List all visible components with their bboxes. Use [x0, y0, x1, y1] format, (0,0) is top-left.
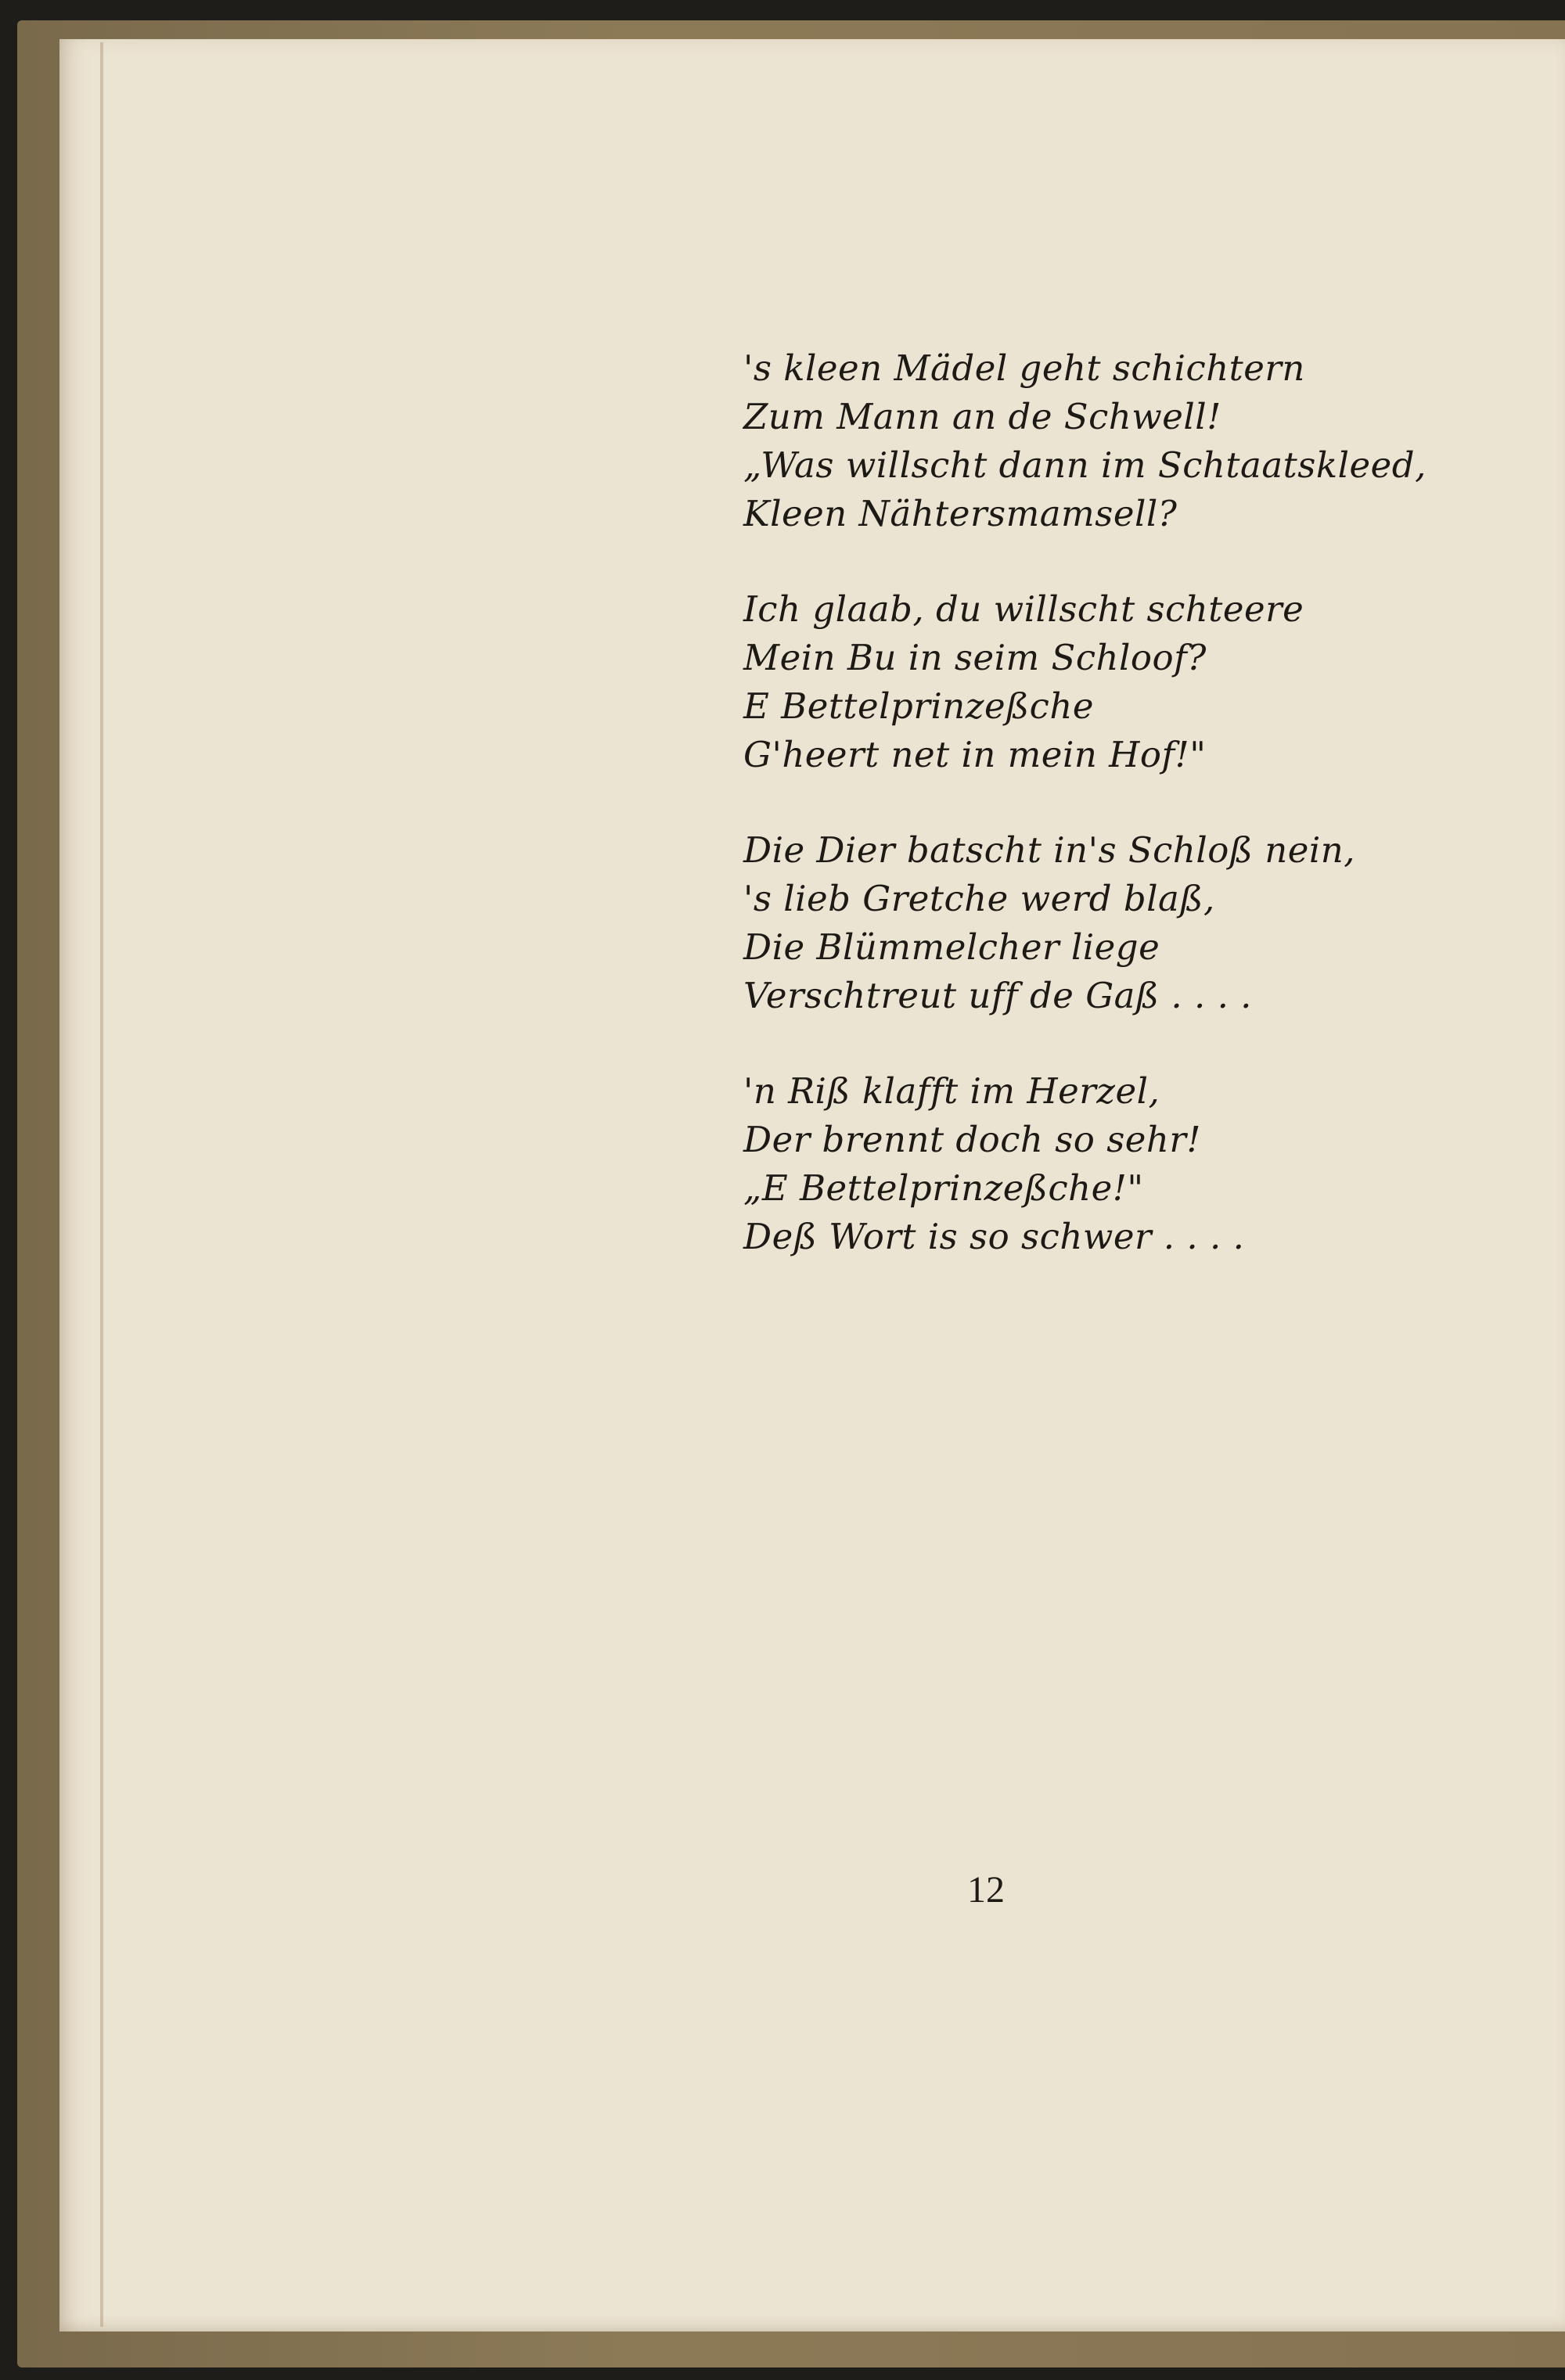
verse-line: „E Bettelprinzeßche!"	[743, 1167, 1144, 1209]
stanza-4	[743, 1067, 1385, 1261]
verse-line: Kleen Nähtersmamsell?	[743, 493, 1178, 534]
verse-line: E Bettelprinzeßche	[743, 685, 1094, 727]
verse-line: Ich glaab, du willscht schteere	[743, 588, 1304, 630]
verse-line: Der brennt doch so sehr!	[743, 1119, 1202, 1160]
verse-line: Die Blümmelcher liege	[743, 926, 1160, 968]
verse-line: Verschtreut uff de Gaß . . . .	[743, 975, 1252, 1016]
stanza-2	[743, 585, 1385, 779]
verse-line: 's kleen Mädel geht schichtern	[743, 347, 1305, 389]
poem	[743, 344, 1426, 1308]
stanza-1	[743, 344, 1426, 538]
verse-line: Die Dier batscht in's Schloß nein,	[743, 829, 1355, 871]
stanza-3	[743, 826, 1385, 1020]
page-number: 12	[967, 1869, 1005, 1911]
verse-line: Deß Wort is so schwer . . . .	[743, 1216, 1245, 1257]
verse-line: Zum Mann an de Schwell!	[743, 396, 1221, 437]
verse-line: 's lieb Gretche werd blaß,	[743, 878, 1215, 919]
verse-line: G'heert net in mein Hof!"	[743, 734, 1207, 775]
page-gutter	[100, 42, 103, 2327]
verse-line: „Was willscht dann im Schtaatskleed,	[743, 444, 1426, 486]
verse-line: 'n Riß klafft im Herzel,	[743, 1070, 1160, 1112]
verse-line: Mein Bu in seim Schloof?	[743, 637, 1207, 678]
